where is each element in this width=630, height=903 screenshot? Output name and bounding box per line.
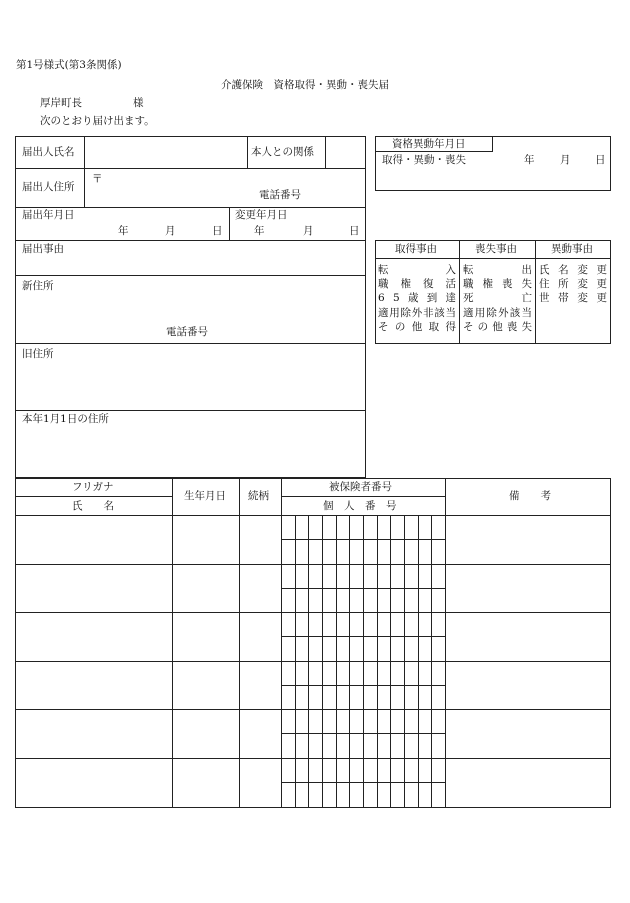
change-date-day: 日	[349, 225, 360, 237]
lose-reason-item[interactable]: 職 権 喪 失	[463, 278, 532, 291]
applicant-phone-label: 電話番号	[259, 189, 301, 201]
change-date-box-title: 資格異動年月日	[392, 138, 466, 150]
name-cell[interactable]	[16, 565, 172, 612]
reason-label: 届出事由	[22, 243, 64, 255]
birthdate-cell[interactable]	[173, 516, 239, 563]
digit-divider	[390, 515, 391, 807]
change-header: 異動事由	[551, 243, 593, 255]
postal-mark: 〒	[92, 173, 103, 185]
applicant-name-label: 届出人氏名	[22, 146, 75, 158]
digit-divider	[308, 515, 309, 807]
applicant-address-field[interactable]	[104, 170, 364, 205]
applicant-address-label: 届出人住所	[22, 181, 75, 193]
remarks-cell[interactable]	[446, 759, 610, 807]
relation-cell[interactable]	[240, 613, 281, 660]
remarks-header: 備 考	[509, 490, 551, 502]
acquire-reason-item[interactable]: 転 入	[378, 264, 456, 276]
name-cell[interactable]	[16, 759, 172, 807]
relation-cell[interactable]	[240, 516, 281, 563]
filed-date-year: 年	[118, 225, 129, 237]
lose-reason-item[interactable]: 転 出	[463, 264, 532, 276]
name-header: 氏 名	[72, 500, 114, 512]
personal-number-header: 個 人 番 号	[323, 500, 397, 512]
remarks-cell[interactable]	[446, 565, 610, 612]
change-date-month: 月	[303, 225, 314, 237]
relation-cell[interactable]	[240, 710, 281, 757]
name-cell[interactable]	[16, 662, 172, 709]
digit-divider	[322, 515, 323, 807]
digit-divider	[377, 515, 378, 807]
birthdate-header: 生年月日	[184, 490, 226, 502]
lead-text: 次のとおり届け出ます。	[40, 115, 155, 127]
acquire-reason-item[interactable]: 6 5 歳 到 達	[378, 292, 456, 305]
birthdate-cell[interactable]	[173, 565, 239, 612]
digit-divider	[363, 515, 364, 807]
filed-date-label: 届出年月日	[22, 209, 75, 221]
digit-divider	[418, 515, 419, 807]
digit-divider	[336, 515, 337, 807]
name-cell[interactable]	[16, 516, 172, 563]
insured-number-header: 被保険者番号	[329, 481, 392, 493]
form-number: 第1号様式(第3条関係)	[16, 59, 122, 71]
jan1-address-label: 本年1月1日の住所	[22, 413, 109, 425]
change-date-label: 変更年月日	[235, 209, 288, 221]
filed-date-day: 日	[212, 225, 223, 237]
acquire-header: 取得事由	[395, 243, 437, 255]
change-reason-item[interactable]: 住 所 変 更	[539, 278, 607, 291]
change-reason-item[interactable]: 氏 名 変 更	[539, 264, 607, 276]
honorific: 様	[133, 97, 144, 109]
relation-label: 本人との関係	[251, 146, 314, 158]
birthdate-cell[interactable]	[173, 662, 239, 709]
acquire-reason-item[interactable]: 適 用 除 外 非 該 当	[378, 306, 456, 319]
relation-header: 続柄	[248, 490, 269, 502]
digit-divider	[404, 515, 405, 807]
relation-cell[interactable]	[240, 565, 281, 612]
new-address-phone-label: 電話番号	[166, 326, 208, 338]
lose-header: 喪失事由	[475, 243, 517, 255]
birthdate-cell[interactable]	[173, 613, 239, 660]
remarks-cell[interactable]	[446, 662, 610, 709]
lose-reason-item[interactable]: 適 用 除 外 該 当	[463, 306, 532, 319]
old-address-label: 旧住所	[22, 348, 54, 360]
change-reason-item[interactable]: 世 帯 変 更	[539, 292, 607, 305]
relation-cell[interactable]	[240, 759, 281, 807]
remarks-cell[interactable]	[446, 710, 610, 757]
relation-field[interactable]	[327, 138, 364, 166]
applicant-name-field[interactable]	[86, 138, 245, 166]
relation-cell[interactable]	[240, 662, 281, 709]
furigana-header: フリガナ	[72, 481, 114, 493]
remarks-cell[interactable]	[446, 516, 610, 563]
remarks-cell[interactable]	[446, 613, 610, 660]
digit-divider	[295, 515, 296, 807]
lose-reason-item[interactable]: 死 亡	[463, 292, 532, 305]
change-box-day: 日	[595, 154, 606, 166]
change-type-label: 取得・異動・喪失	[382, 154, 466, 166]
form-title: 介護保険 資格取得・異動・喪失届	[221, 79, 389, 91]
digit-divider	[431, 515, 432, 807]
birthdate-cell[interactable]	[173, 710, 239, 757]
change-box-month: 月	[560, 154, 571, 166]
name-cell[interactable]	[16, 710, 172, 757]
new-address-label: 新住所	[22, 280, 54, 292]
change-box-year: 年	[524, 154, 535, 166]
addressee: 厚岸町長	[40, 97, 82, 109]
filed-date-month: 月	[165, 225, 176, 237]
lose-reason-item[interactable]: そ の 他 喪 失	[463, 320, 532, 333]
acquire-reason-item[interactable]: 職 権 復 活	[378, 278, 456, 291]
change-date-year: 年	[254, 225, 265, 237]
name-cell[interactable]	[16, 613, 172, 660]
birthdate-cell[interactable]	[173, 759, 239, 807]
acquire-reason-item[interactable]: そ の 他 取 得	[378, 320, 456, 333]
digit-divider	[349, 515, 350, 807]
